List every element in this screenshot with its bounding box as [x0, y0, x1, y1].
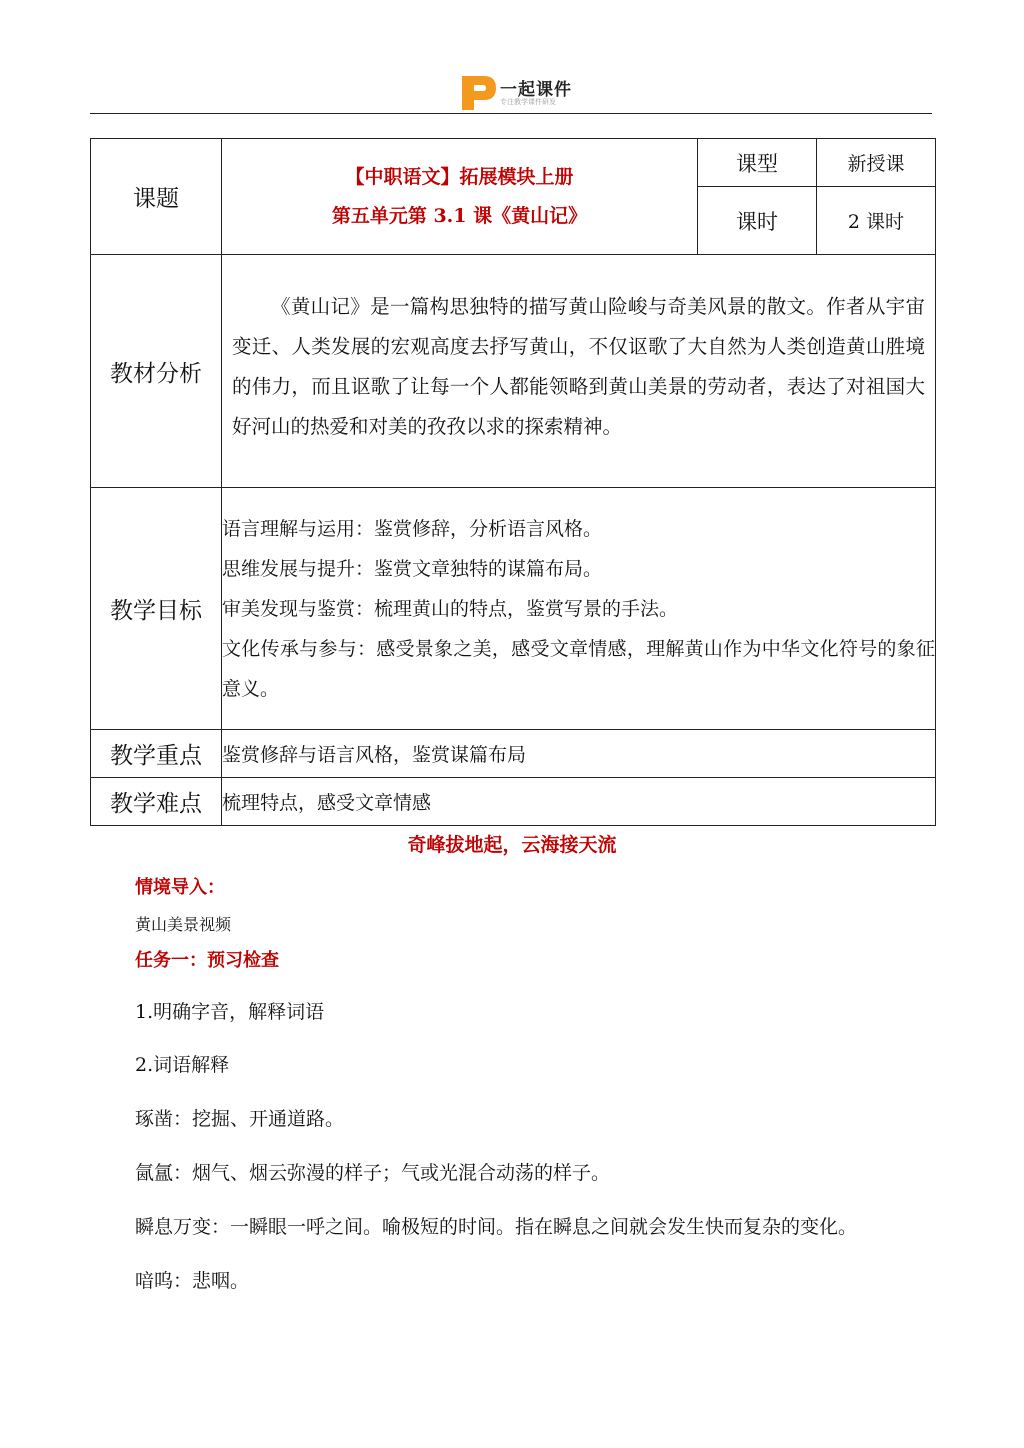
- goals-label: 教学目标: [110, 598, 202, 624]
- key-label: 教学重点: [110, 743, 202, 769]
- hours-label-cell: [698, 187, 817, 255]
- difficulty-cell: [222, 778, 936, 826]
- brand-name: 一起课件: [500, 80, 572, 100]
- logo-p-icon: [458, 72, 498, 112]
- type-value-cell: [817, 139, 936, 187]
- header-divider: [90, 113, 932, 114]
- key-cell: [222, 730, 936, 778]
- brand-logo: [458, 72, 658, 112]
- goals-label-cell: [91, 488, 222, 730]
- goals-cell: [222, 488, 936, 730]
- brand-slogan: 专注教学课件研发: [500, 98, 556, 106]
- intro-text: 黄山美景视频: [135, 915, 232, 934]
- definition-item: 琢凿：挖掘、开通道路。: [135, 1108, 345, 1130]
- key-label-cell: [91, 730, 222, 778]
- definition-item: 瞬息万变：一瞬眼一呼之间。喻极短的时间。指在瞬息之间就会发生快而复杂的变化。: [135, 1216, 858, 1238]
- page-header: [90, 70, 932, 114]
- analysis-label-cell: [91, 255, 222, 488]
- type-label-cell: [698, 139, 817, 187]
- lesson-title-line1: 【中职语文】拓展模块上册: [345, 165, 574, 188]
- key-text: 鉴赏修辞与语言风格，鉴赏谋篇布局: [222, 744, 527, 766]
- analysis-label: 教材分析: [110, 360, 202, 387]
- hours-value-cell: [817, 187, 936, 255]
- type-label: 课型: [736, 151, 778, 176]
- list-item: 1.明确字音，解释词语: [135, 1001, 325, 1023]
- task1-heading: 任务一：预习检查: [135, 950, 279, 971]
- definition-item: 氤氲：烟气、烟云弥漫的样子；气或光混合动荡的样子。: [135, 1162, 611, 1184]
- lesson-title-line2: 第五单元第 3.1 课《黄山记》: [331, 204, 588, 227]
- list-item: 2.词语解释: [135, 1054, 230, 1076]
- topic-label: 课题: [133, 186, 179, 212]
- hours-value: 2 课时: [847, 211, 905, 233]
- lesson-plan-table: [90, 138, 936, 826]
- goal-item: 文化传承与参与：感受景象之美，感受文章情感，理解黄山作为中华文化符号的象征意义。: [222, 637, 935, 700]
- analysis-text: 《黄山记》是一篇构思独特的描写黄山险峻与奇美风景的散文。作者从宇宙变迁、人类发展的宏观高度去抒写黄山，不仅讴歌了大自然为人类创造黄山胜境的伟力，而且讴歌了让每一个人都能领略到黄山美景的劳动者，表达了对祖国大好河山的热爱和对美的孜孜以求的探索精神。: [232, 295, 925, 438]
- section-subtitle: 奇峰拔地起，云海接天流: [407, 834, 617, 856]
- lesson-title-cell: [222, 139, 698, 255]
- goal-item: 语言理解与运用：鉴赏修辞，分析语言风格。: [222, 517, 603, 540]
- topic-label-cell: [91, 139, 222, 255]
- difficulty-label: 教学难点: [110, 791, 202, 817]
- analysis-cell: [222, 255, 936, 488]
- definition-item: 喑呜：悲咽。: [135, 1270, 250, 1292]
- goal-item: 思维发展与提升：鉴赏文章独特的谋篇布局。: [222, 557, 603, 580]
- difficulty-text: 梳理特点，感受文章情感: [222, 792, 432, 814]
- difficulty-label-cell: [91, 778, 222, 826]
- hours-label: 课时: [736, 209, 778, 234]
- goal-item: 审美发现与鉴赏：梳理黄山的特点，鉴赏写景的手法。: [222, 597, 679, 620]
- type-value: 新授课: [847, 153, 905, 175]
- intro-heading: 情境导入：: [135, 877, 225, 898]
